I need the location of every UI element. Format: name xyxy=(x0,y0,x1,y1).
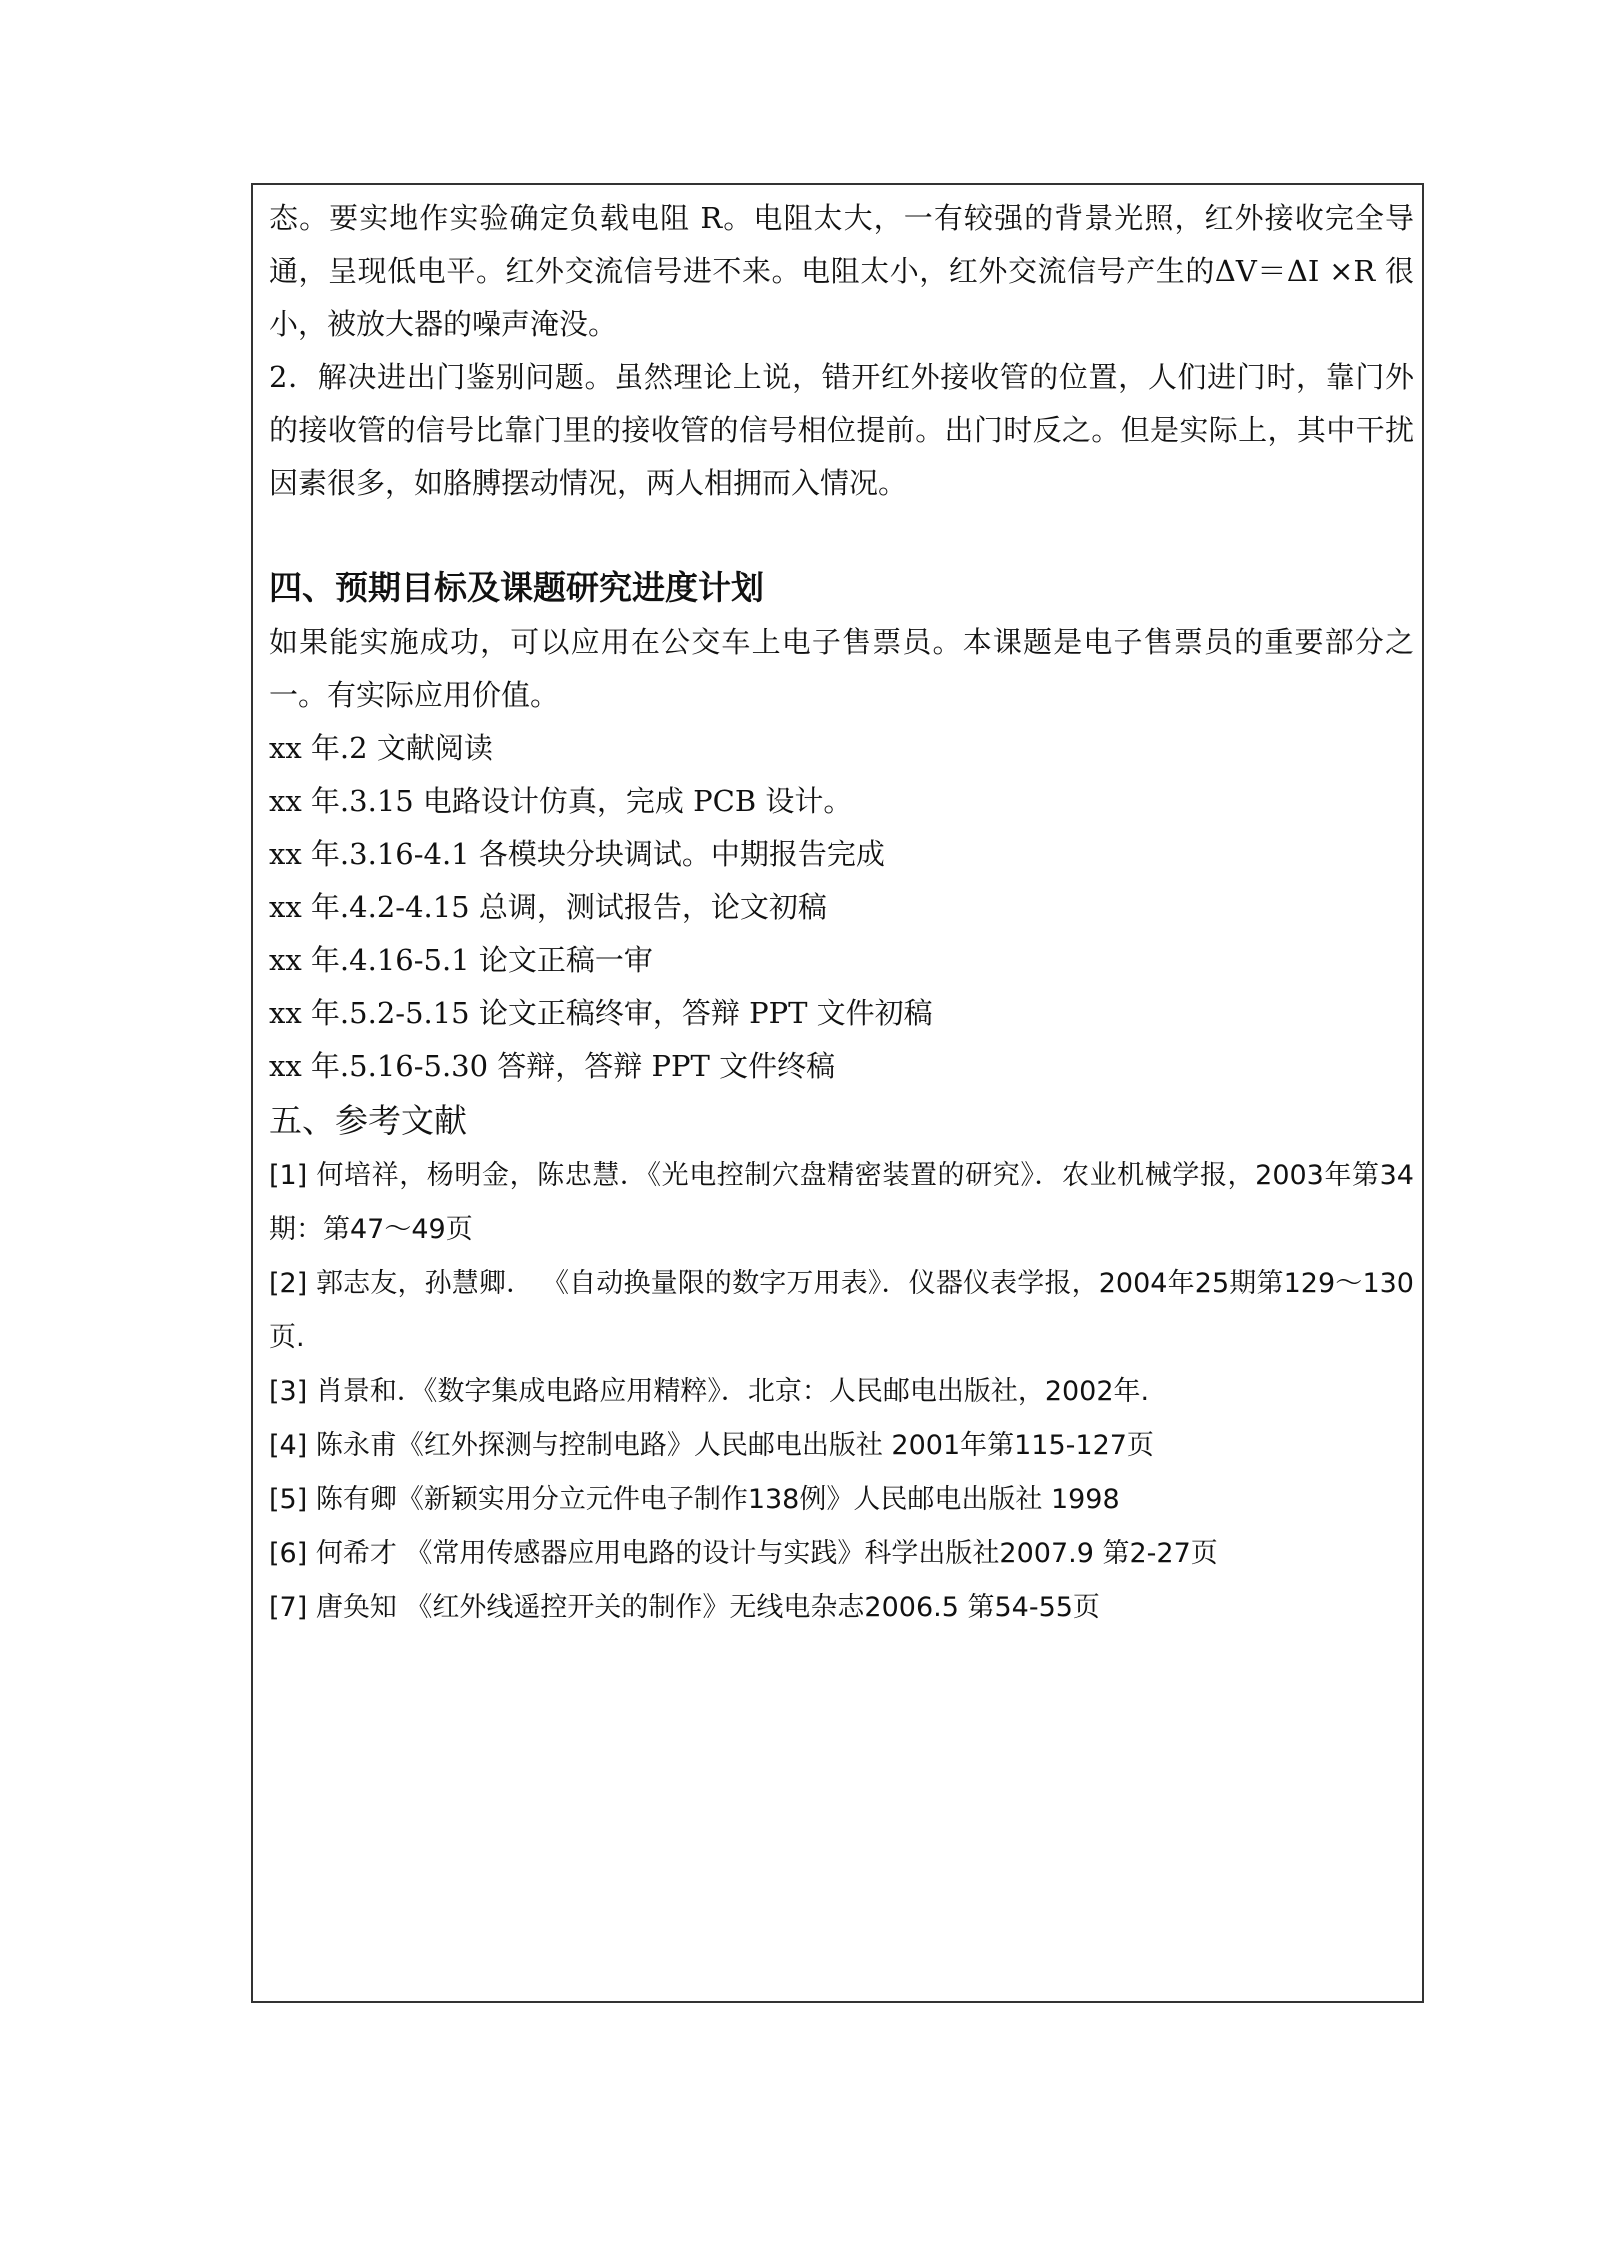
section-heading-goals: 四、预期目标及课题研究进度计划 xyxy=(269,568,764,607)
schedule-item: xx 年.3.15 电路设计仿真，完成 PCB 设计。 xyxy=(269,784,853,818)
reference-item: [5] 陈有卿《新颖实用分立元件电子制作138例》人民邮电出版社 1998 xyxy=(269,1484,1120,1515)
document-body xyxy=(269,192,1414,1635)
schedule-item: xx 年.4.16-5.1 论文正稿一审 xyxy=(269,943,653,977)
paragraph-load-resistor: 态。要实地作实验确定负载电阻 R。电阻太大，一有较强的背景光照，红外接收完全导通，呈现低电平。红外交流信号进不来。电阻太小，红外交流信号产生的ΔV＝ΔI ×R 很小，被放大器的噪声淹没。 xyxy=(269,201,1414,341)
schedule-item: xx 年.2 文献阅读 xyxy=(269,731,493,765)
reference-item: [4] 陈永甫《红外探测与控制电路》人民邮电出版社 2001年第115-127页 xyxy=(269,1430,1154,1461)
schedule-item: xx 年.3.16-4.1 各模块分块调试。中期报告完成 xyxy=(269,837,885,871)
paragraph-goals: 如果能实施成功，可以应用在公交车上电子售票员。本课题是电子售票员的重要部分之一。有实际应用价值。 xyxy=(269,625,1414,712)
schedule-item: xx 年.5.2-5.15 论文正稿终审，答辩 PPT 文件初稿 xyxy=(269,996,933,1030)
reference-item: [2] 郭志友，孙慧卿． 《自动换量限的数字万用表》．仪器仪表学报，2004年25期第129～130页. xyxy=(269,1268,1414,1353)
section-heading-references: 五、参考文献 xyxy=(269,1101,467,1140)
reference-item: [3] 肖景和．《数字集成电路应用精粹》．北京：人民邮电出版社，2002年. xyxy=(269,1376,1150,1407)
schedule-item: xx 年.5.16-5.30 答辩，答辩 PPT 文件终稿 xyxy=(269,1049,836,1083)
reference-item: [6] 何希才 《常用传感器应用电路的设计与实践》科学出版社2007.9 第2-27页 xyxy=(269,1538,1218,1569)
reference-item: [1] 何培祥，杨明金，陈忠慧．《光电控制穴盘精密装置的研究》．农业机械学报，2003年第34期：第47～49页 xyxy=(269,1160,1414,1245)
paragraph-entry-exit: 2．解决进出门鉴别问题。虽然理论上说，错开红外接收管的位置，人们进门时，靠门外的接收管的信号比靠门里的接收管的信号相位提前。出门时反之。但是实际上，其中干扰因素很多，如胳膊摆动情况，两人相拥而入情况。 xyxy=(269,360,1414,500)
schedule-item: xx 年.4.2-4.15 总调，测试报告，论文初稿 xyxy=(269,890,827,924)
reference-item: [7] 唐奂知 《红外线遥控开关的制作》无线电杂志2006.5 第54-55页 xyxy=(269,1592,1100,1623)
